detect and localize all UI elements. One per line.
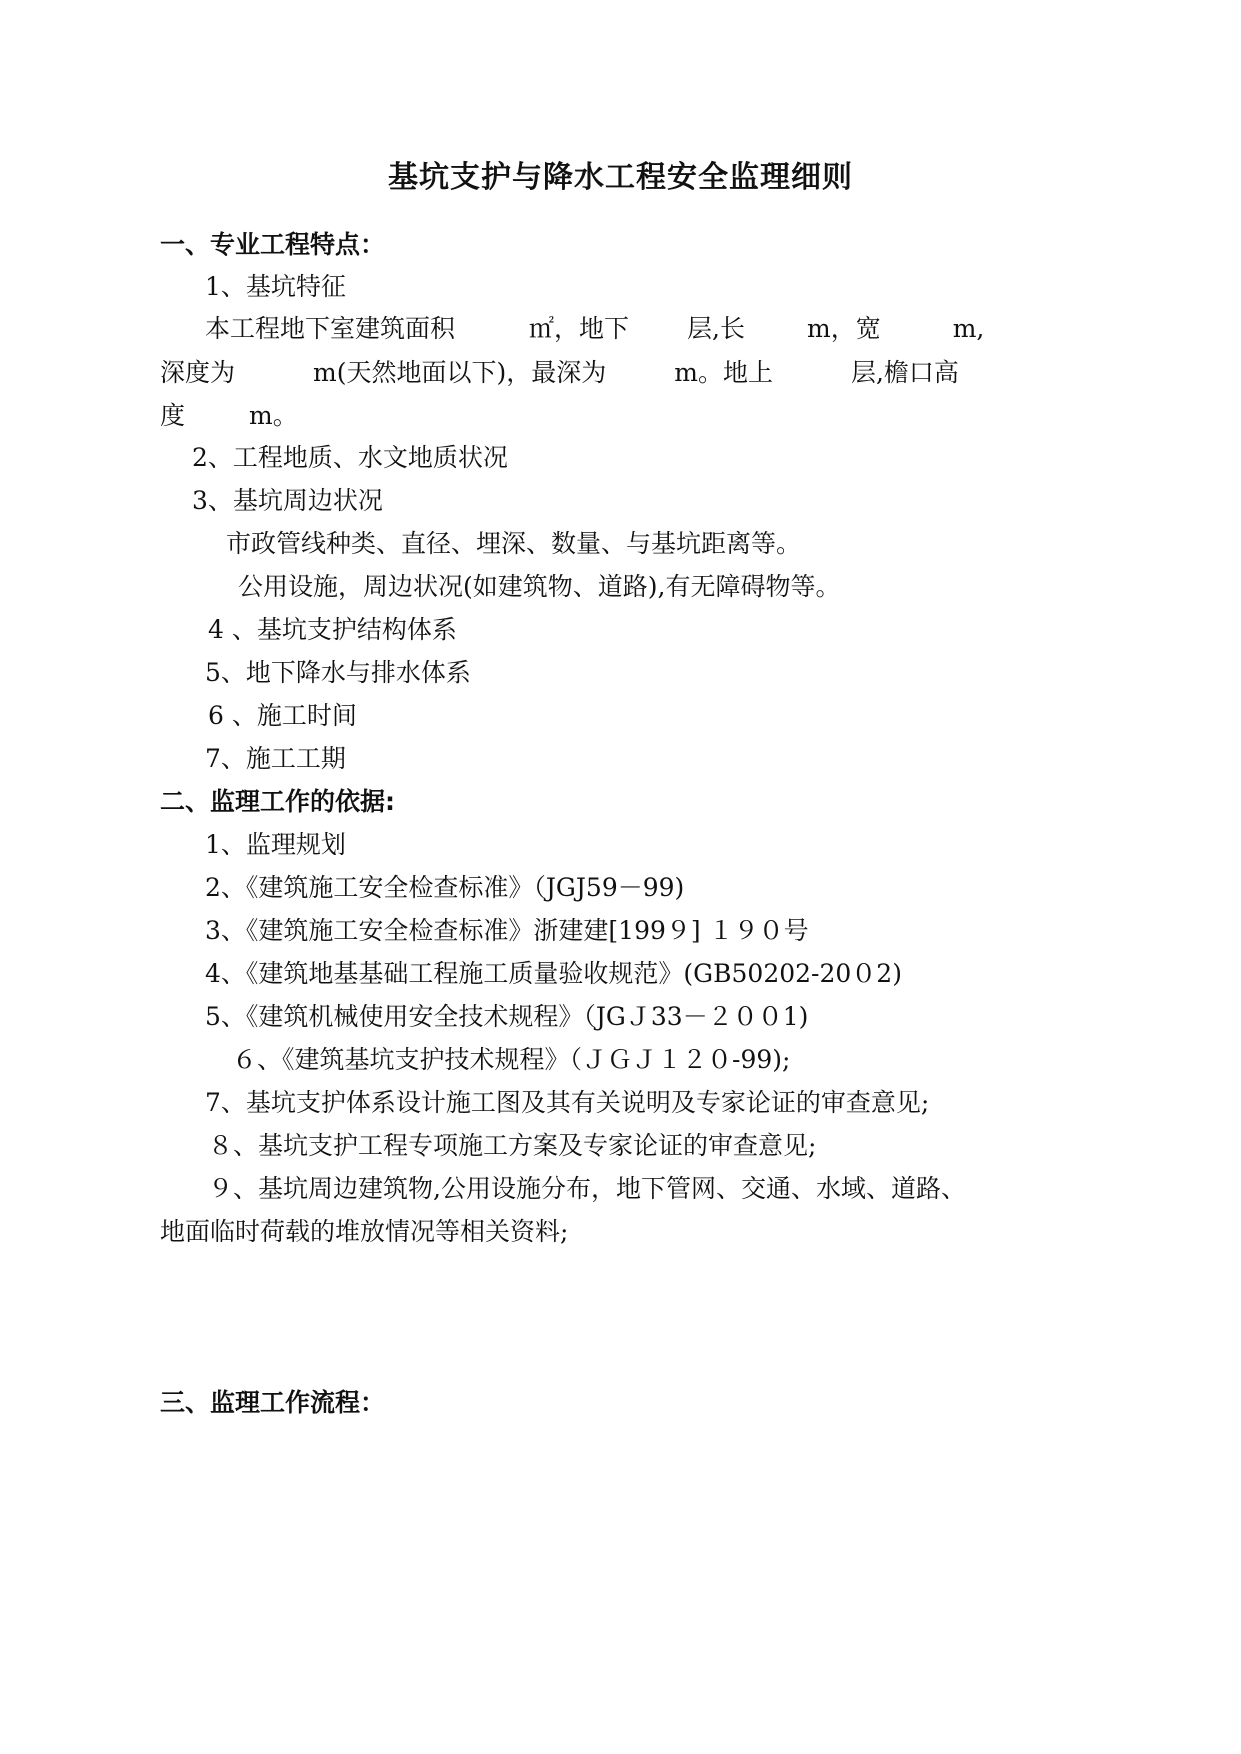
section-3-heading: 三、监理工作流程： bbox=[160, 1388, 386, 1417]
para-text: 层,檐口高 bbox=[850, 358, 959, 387]
basis-item-6: ６、《建筑基坑支护技术规程》（ＪＧＪ１２０-99); bbox=[232, 1045, 791, 1074]
document-title: 基坑支护与降水工程安全监理细则 bbox=[388, 160, 853, 195]
section-2-heading: 二、监理工作的依据: bbox=[160, 787, 395, 816]
para-text: m。地上 bbox=[674, 358, 773, 387]
para-text: ㎡，地下 bbox=[529, 314, 630, 343]
item-4: 4 、基坑支护结构体系 bbox=[208, 615, 457, 644]
item-3-sub-2: 公用设施，周边状况(如建筑物、道路),有无障碍物等。 bbox=[238, 572, 841, 601]
paragraph-line-1 bbox=[205, 312, 984, 346]
para-text: m。 bbox=[249, 401, 298, 430]
item-2: 2、工程地质、水文地质状况 bbox=[192, 443, 508, 472]
para-text: 层,长 bbox=[687, 314, 745, 343]
basis-item-2: 2、《建筑施工安全检查标准》（JGJ59－99) bbox=[205, 873, 685, 902]
paragraph-line-3 bbox=[160, 399, 298, 433]
para-text: 本工程地下室建筑面积 bbox=[205, 314, 456, 343]
item-6: 6 、施工时间 bbox=[208, 701, 357, 730]
item-5: 5、地下降水与排水体系 bbox=[205, 658, 471, 687]
basis-item-8: ８、基坑支护工程专项施工方案及专家论证的审查意见; bbox=[208, 1131, 817, 1160]
basis-item-9: ９、基坑周边建筑物,公用设施分布，地下管网、交通、水域、道路、 bbox=[208, 1174, 966, 1203]
para-text: 度 bbox=[160, 401, 186, 430]
para-text: m, bbox=[952, 314, 985, 343]
basis-item-1: 1、监理规划 bbox=[205, 830, 346, 859]
basis-item-9-continued: 地面临时荷载的堆放情况等相关资料; bbox=[160, 1217, 569, 1246]
para-text: m(天然地面以下)，最深为 bbox=[313, 358, 607, 387]
basis-item-3: 3、《建筑施工安全检查标准》浙建建[199９] １９０号 bbox=[205, 916, 809, 945]
basis-item-4: 4、《建筑地基基础工程施工质量验收规范》(GB50202-20０2) bbox=[205, 959, 902, 988]
paragraph-line-2 bbox=[160, 356, 959, 390]
item-3: 3、基坑周边状况 bbox=[192, 486, 383, 515]
item-7: 7、施工工期 bbox=[205, 744, 346, 773]
item-3-sub-1: 市政管线种类、直径、埋深、数量、与基坑距离等。 bbox=[226, 529, 802, 558]
item-1-label: 1、基坑特征 bbox=[205, 272, 346, 301]
basis-item-7: 7、基坑支护体系设计施工图及其有关说明及专家论证的审查意见; bbox=[205, 1088, 930, 1117]
para-text: 深度为 bbox=[160, 358, 236, 387]
section-1-heading: 一、专业工程特点： bbox=[160, 230, 386, 259]
para-text: m，宽 bbox=[806, 314, 881, 343]
basis-item-5: 5、《建筑机械使用安全技术规程》（JGＪ33－２００1) bbox=[205, 1002, 809, 1031]
